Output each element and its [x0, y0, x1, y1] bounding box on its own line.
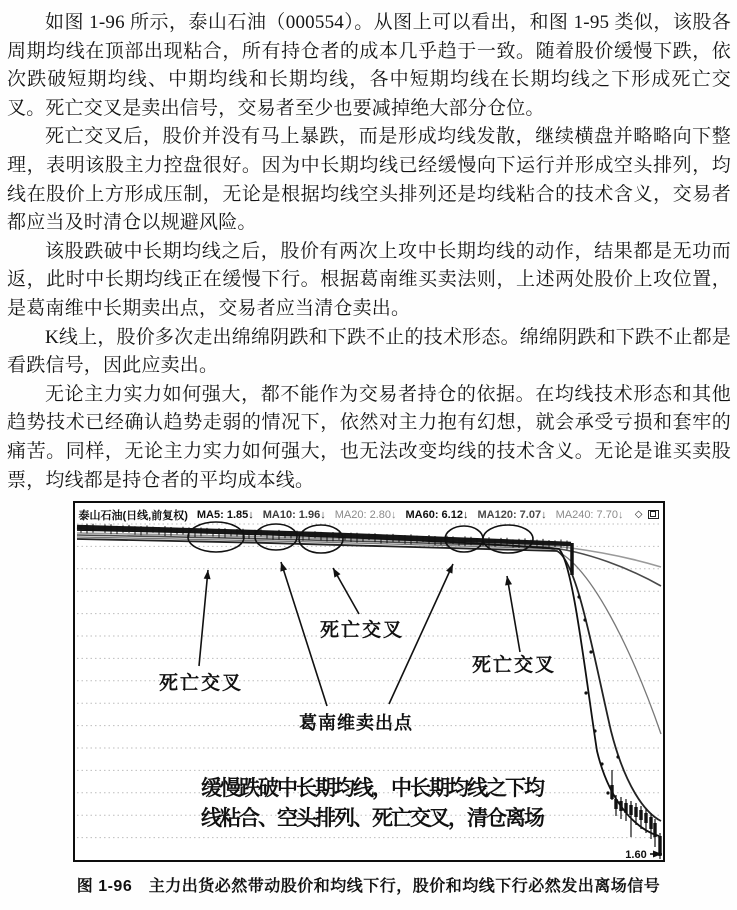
ma120-legend: MA120: 7.07↓: [477, 508, 547, 521]
chart-header: [75, 503, 663, 525]
chart-svg: [75, 503, 663, 860]
body-paragraph: 如图 1-96 所示，泰山石油（000554）。从图上可以看出，和图 1-95 类似，该股各周期均线在顶部出现粘合，所有持仓者的成本几乎趋于一致。随着股价缓慢下跌，依次跌破短期均线、中期均线和长期均线，各中短期均线在长期均线之下形成死亡交叉。死亡交叉是卖出信号，交易者至少也要减掉绝大部分仓位。: [7, 12, 731, 119]
diamond-icon: ◇: [634, 508, 643, 520]
svg-text:死亡交叉: 死亡交叉: [158, 673, 243, 695]
ma20-legend: MA20: 2.80↓: [334, 508, 397, 521]
svg-text:死亡交叉: 死亡交叉: [319, 620, 404, 642]
svg-text:葛南维卖出点: 葛南维卖出点: [298, 713, 413, 734]
ma240-legend: MA240: 7.70↓: [555, 508, 624, 521]
window-icon: [648, 510, 659, 519]
svg-text:1.60: 1.60: [624, 849, 647, 861]
body-paragraph: 该股跌破中长期均线之后，股价有两次上攻中长期均线的动作，结果都是无功而返，此时中长期均线正在缓慢下行。根据葛南维买卖法则，上述两处股价上攻位置，是葛南维中长期卖出点，交易者应当清仓卖出。: [7, 240, 731, 319]
svg-text:缓慢跌破中长期均线，中长期均线之下均: 缓慢跌破中长期均线，中长期均线之下均: [200, 777, 543, 801]
ma5-legend: MA5: 1.85↓: [196, 508, 254, 521]
stock-chart-figure: [73, 501, 665, 862]
chart-header-icons: [635, 510, 659, 520]
chart-title: 泰山石油(日线,前复权): [78, 509, 188, 522]
svg-text:死亡交叉: 死亡交叉: [471, 655, 556, 677]
figure-caption: 图 1-96 主力出货必然带动股价和均线下行，股价和均线下行必然发出离场信号: [76, 878, 661, 896]
body-paragraph: 死亡交叉后，股价并没有马上暴跌，而是形成均线发散，继续横盘并略略向下整理，表明该股主力控盘很好。因为中长期均线已经缓慢向下运行并形成空头排列，均线在股价上方形成压制，无论是根据均线空头排列还是均线粘合的技术含义，交易者都应当及时清仓以规避风险。: [7, 126, 731, 234]
body-paragraph: 无论主力实力如何强大，都不能作为交易者持仓的依据。在均线技术形态和其他趋势技术已经确认趋势走弱的情况下，依然对主力抱有幻想，就会承受亏损和套牢的痛苦。同样，无论主力实力如何强大，也无法改变均线的技术含义。无论是谁买卖股票，均线都是持仓者的平均成本线。: [7, 383, 731, 491]
ma60-legend: MA60: 6.12↓: [405, 508, 469, 521]
svg-text:线粘合、空头排列、死亡交叉，清仓离场: 线粘合、空头排列、死亡交叉，清仓离场: [200, 807, 543, 831]
ma10-legend: MA10: 1.96↓: [262, 508, 326, 521]
body-paragraph: K线上，股价多次走出绵绵阴跌和下跌不止的技术形态。绵绵阴跌和下跌不止都是看跌信号，因此应卖出。: [7, 326, 731, 377]
